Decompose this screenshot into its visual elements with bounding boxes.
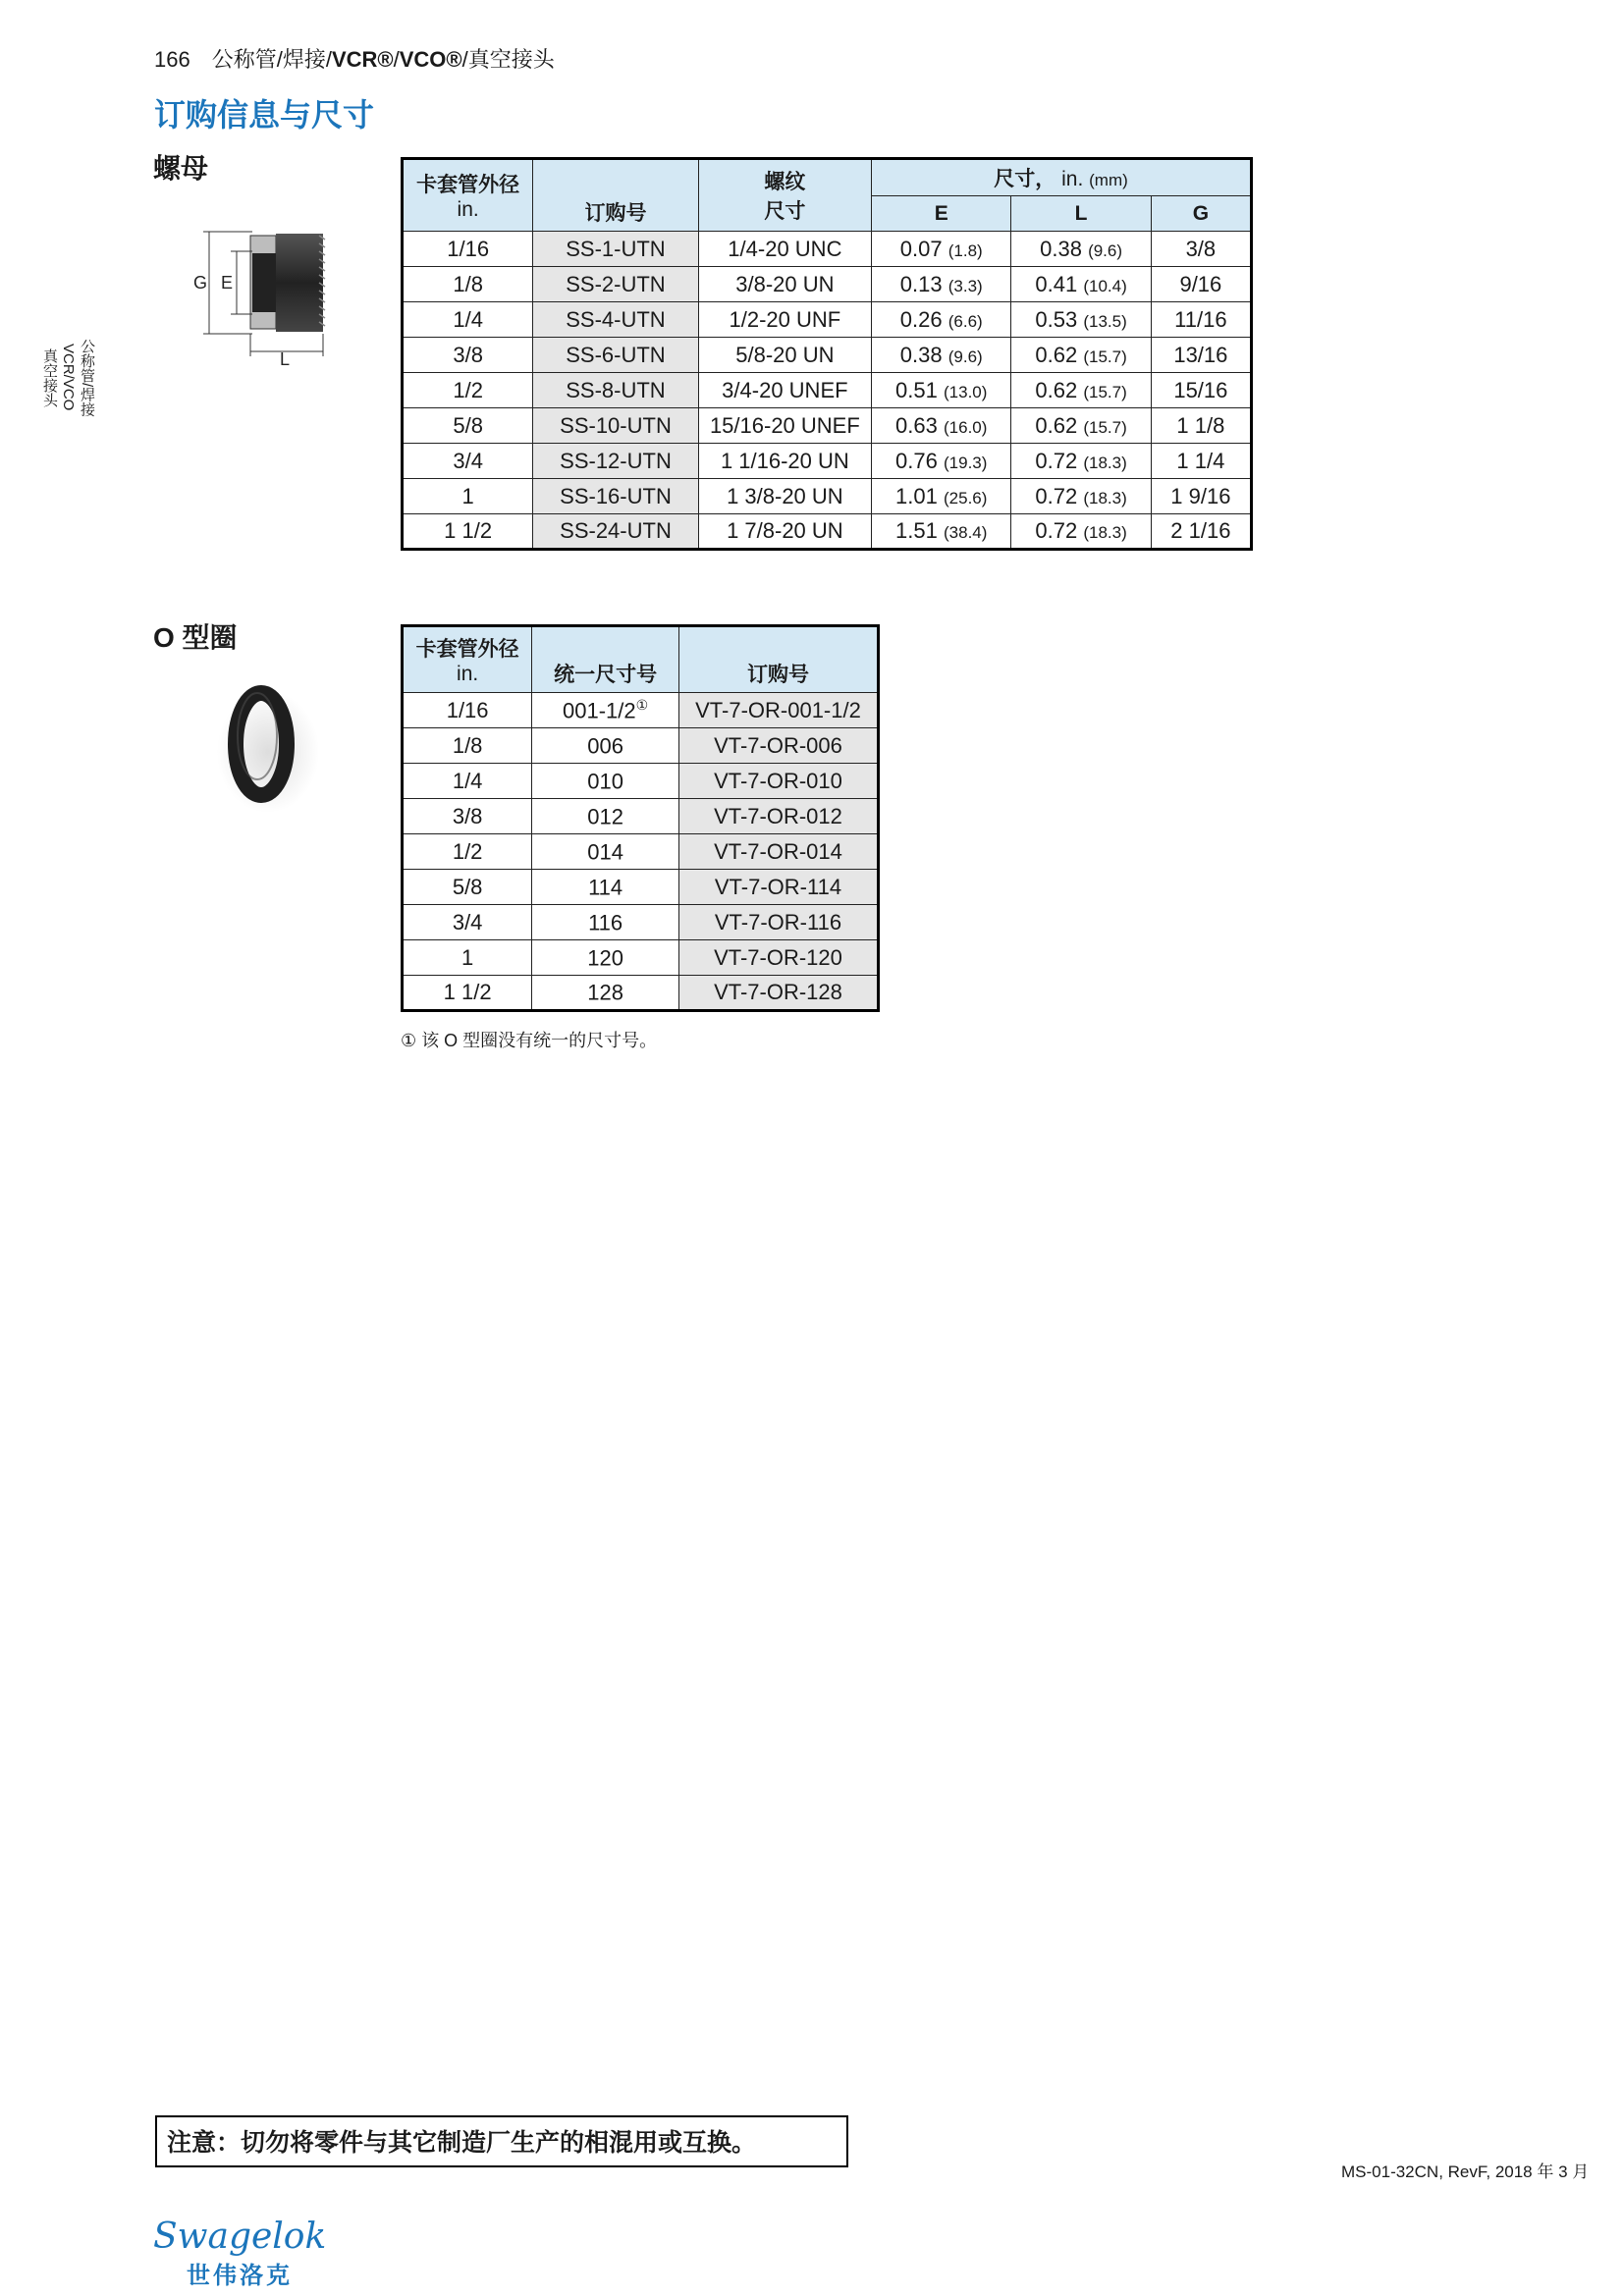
nut-header-g: G xyxy=(1151,196,1251,232)
nut-cell-l-in: 0.72 xyxy=(1035,483,1078,508)
nut-cell-g: 1 9/16 xyxy=(1151,479,1251,514)
nut-cell-l xyxy=(1011,408,1151,444)
nut-cell-e-in: 0.51 xyxy=(895,377,938,402)
nut-header-order-no: 订购号 xyxy=(533,159,698,232)
nut-cell-l-mm: (18.3) xyxy=(1083,453,1127,472)
nut-header-tube-od-label: 卡套管外径 xyxy=(416,174,520,196)
oring-cell-tube-od: 5/8 xyxy=(403,870,532,905)
header-pre: 公称管/焊接/ xyxy=(211,47,332,72)
nut-cell-order-no: SS-6-UTN xyxy=(533,338,698,373)
nut-cell-l-in: 0.72 xyxy=(1035,448,1078,473)
oring-cell-tube-od: 1/16 xyxy=(403,693,532,728)
nut-cell-g: 1 1/4 xyxy=(1151,444,1251,479)
nut-cell-e xyxy=(872,232,1011,267)
page-header xyxy=(154,43,555,74)
nut-cell-l-in: 0.53 xyxy=(1035,306,1078,332)
oring-cell-size-value: 010 xyxy=(587,769,623,794)
nut-header-dims-unit: in. xyxy=(1061,168,1084,190)
nut-cell-l xyxy=(1011,338,1151,373)
nut-cell-e xyxy=(872,408,1011,444)
oring-cell-size xyxy=(532,834,679,870)
nut-cell-e-in: 0.26 xyxy=(899,306,943,332)
nut-cell-e-in: 0.76 xyxy=(895,448,938,473)
oring-footnote: ① 该 O 型圈没有统一的尺寸号。 xyxy=(401,1031,658,1050)
page-title: 订购信息与尺寸 xyxy=(154,97,375,133)
oring-cell-tube-od: 1/4 xyxy=(403,764,532,799)
nut-cell-l xyxy=(1011,267,1151,302)
oring-cell-order-no: VT-7-OR-116 xyxy=(678,905,878,940)
oring-cell-size xyxy=(532,693,679,728)
nut-cell-e-mm: (13.0) xyxy=(944,382,988,401)
logo-text-en: Swagelok xyxy=(153,2216,327,2257)
document-code: MS-01-32CN, RevF, 2018 年 3 月 xyxy=(1341,2163,1590,2181)
nut-diagram xyxy=(191,224,339,366)
nut-cell-e-in: 0.38 xyxy=(899,342,943,367)
nut-cell-g: 9/16 xyxy=(1151,267,1251,302)
nut-cell-order-no: SS-12-UTN xyxy=(533,444,698,479)
nut-cell-l xyxy=(1011,479,1151,514)
oring-cell-order-no: VT-7-OR-114 xyxy=(678,870,878,905)
nut-header-e: E xyxy=(872,196,1011,232)
oring-cell-size-value: 006 xyxy=(587,733,623,759)
nut-cell-l xyxy=(1011,232,1151,267)
oring-cell-size-value: 116 xyxy=(588,910,623,935)
nut-cell-e-mm: (16.0) xyxy=(944,417,988,437)
nut-cell-e-mm: (1.8) xyxy=(947,240,983,260)
nut-cell-l-mm: (15.7) xyxy=(1083,347,1127,366)
oring-cell-order-no: VT-7-OR-128 xyxy=(678,976,878,1011)
nut-heading: 螺母 xyxy=(153,153,209,184)
nut-cell-g: 13/16 xyxy=(1151,338,1251,373)
nut-cell-order-no: SS-10-UTN xyxy=(533,408,698,444)
nut-cell-l-in: 0.72 xyxy=(1035,518,1078,543)
header-vcr: VCR® xyxy=(331,47,394,72)
nut-cell-e-mm: (25.6) xyxy=(944,488,988,507)
nut-cell-thread: 3/8-20 UN xyxy=(698,267,871,302)
oring-image xyxy=(214,677,322,815)
nut-cell-g: 15/16 xyxy=(1151,373,1251,408)
swagelok-logo xyxy=(153,2216,327,2290)
nut-cell-e-mm: (6.6) xyxy=(947,311,983,331)
oring-cell-order-no: VT-7-OR-001-1/2 xyxy=(678,693,878,728)
header-vco: VCO® xyxy=(399,47,462,72)
oring-cell-size xyxy=(532,870,679,905)
oring-table-row xyxy=(403,799,879,834)
nut-cell-e-in: 0.13 xyxy=(899,271,943,296)
nut-cell-e xyxy=(872,338,1011,373)
nut-cell-e xyxy=(872,514,1011,550)
oring-cell-size-value: 128 xyxy=(587,980,623,1005)
oring-cell-size xyxy=(532,905,679,940)
oring-cell-order-no: VT-7-OR-010 xyxy=(678,764,878,799)
nut-cell-tube-od: 1/2 xyxy=(403,373,533,408)
oring-cell-order-no: VT-7-OR-120 xyxy=(678,940,878,976)
oring-cell-size-value: 114 xyxy=(588,875,623,900)
nut-cell-e-mm: (3.3) xyxy=(947,276,983,295)
nut-table-row xyxy=(403,302,1252,338)
oring-header-tube-od xyxy=(403,626,532,693)
oring-table-row xyxy=(403,693,879,728)
nut-cell-tube-od: 1 1/2 xyxy=(403,514,533,550)
nut-cell-e xyxy=(872,444,1011,479)
oring-cell-tube-od: 1/8 xyxy=(403,728,532,764)
nut-cell-l xyxy=(1011,444,1151,479)
nut-table-row xyxy=(403,514,1252,550)
nut-table-row xyxy=(403,338,1252,373)
oring-cell-order-no: VT-7-OR-006 xyxy=(678,728,878,764)
nut-cell-thread: 5/8-20 UN xyxy=(698,338,871,373)
oring-cell-size-value: 012 xyxy=(587,804,623,829)
nut-cell-tube-od: 5/8 xyxy=(403,408,533,444)
nut-cell-l-in: 0.62 xyxy=(1035,412,1078,438)
nut-cell-tube-od: 1/8 xyxy=(403,267,533,302)
nut-cell-thread: 1/2-20 UNF xyxy=(698,302,871,338)
nut-cell-g: 11/16 xyxy=(1151,302,1251,338)
oring-cell-tube-od: 1/2 xyxy=(403,834,532,870)
nut-cell-thread: 1/4-20 UNC xyxy=(698,232,871,267)
nut-header-thread xyxy=(698,159,871,232)
logo-text-cn: 世伟洛克 xyxy=(187,2263,293,2289)
oring-cell-size xyxy=(532,764,679,799)
diagram-label-l: L xyxy=(280,349,291,366)
nut-cell-order-no: SS-4-UTN xyxy=(533,302,698,338)
nut-cell-l-mm: (13.5) xyxy=(1083,311,1127,331)
nut-cell-thread: 1 7/8-20 UN xyxy=(698,514,871,550)
nut-table-row xyxy=(403,479,1252,514)
oring-cell-order-no: VT-7-OR-014 xyxy=(678,834,878,870)
nut-cell-e xyxy=(872,479,1011,514)
oring-table-row xyxy=(403,976,879,1011)
page-number: 166 xyxy=(154,47,190,72)
nut-cell-order-no: SS-24-UTN xyxy=(533,514,698,550)
nut-cell-e-in: 1.01 xyxy=(895,483,938,508)
nut-header-dims-mm: (mm) xyxy=(1089,171,1128,189)
nut-cell-tube-od: 1/16 xyxy=(403,232,533,267)
nut-header-dims xyxy=(872,159,1252,196)
nut-header-tube-od-unit: in. xyxy=(457,198,479,221)
nut-cell-l-in: 0.62 xyxy=(1035,377,1078,402)
nut-cell-tube-od: 3/4 xyxy=(403,444,533,479)
oring-header-uniform-size: 统一尺寸号 xyxy=(532,626,679,693)
header-sep: / xyxy=(393,47,400,72)
nut-cell-l xyxy=(1011,373,1151,408)
nut-cell-l-in: 0.62 xyxy=(1035,342,1078,367)
oring-cell-order-no: VT-7-OR-012 xyxy=(678,799,878,834)
nut-cell-e xyxy=(872,373,1011,408)
side-tab-label xyxy=(26,339,96,416)
oring-header-tube-od-label: 卡套管外径 xyxy=(415,638,519,661)
nut-table xyxy=(401,157,1253,551)
nut-cell-l-mm: (18.3) xyxy=(1083,523,1127,542)
oring-table-row xyxy=(403,834,879,870)
oring-cell-size-value: 014 xyxy=(587,839,623,865)
oring-table-row xyxy=(403,905,879,940)
side-label-3: 真空接头 xyxy=(41,347,58,407)
nut-table-row xyxy=(403,267,1252,302)
nut-cell-tube-od: 1/4 xyxy=(403,302,533,338)
nut-cell-thread: 3/4-20 UNEF xyxy=(698,373,871,408)
oring-cell-size-value: 001-1/2 xyxy=(563,698,636,723)
nut-cell-l-in: 0.41 xyxy=(1035,271,1078,296)
nut-cell-e-mm: (38.4) xyxy=(944,523,988,542)
nut-cell-l xyxy=(1011,302,1151,338)
oring-cell-tube-od: 3/8 xyxy=(403,799,532,834)
nut-cell-thread: 1 3/8-20 UN xyxy=(698,479,871,514)
oring-cell-size-mark: ① xyxy=(635,696,649,713)
diagram-label-e: E xyxy=(221,273,234,293)
nut-cell-l-mm: (9.6) xyxy=(1088,240,1123,260)
nut-cell-thread: 1 1/16-20 UN xyxy=(698,444,871,479)
oring-cell-size xyxy=(532,940,679,976)
oring-table-row xyxy=(403,940,879,976)
oring-header-order-no: 订购号 xyxy=(678,626,878,693)
nut-cell-thread: 15/16-20 UNEF xyxy=(698,408,871,444)
nut-header-tube-od xyxy=(403,159,533,232)
oring-table-row xyxy=(403,764,879,799)
nut-cell-order-no: SS-2-UTN xyxy=(533,267,698,302)
oring-cell-tube-od: 1 1/2 xyxy=(403,976,532,1011)
nut-cell-g: 1 1/8 xyxy=(1151,408,1251,444)
nut-cell-order-no: SS-16-UTN xyxy=(533,479,698,514)
nut-header-dims-label: 尺寸， xyxy=(994,168,1056,190)
nut-cell-e xyxy=(872,302,1011,338)
nut-cell-e-mm: (9.6) xyxy=(947,347,983,366)
nut-cell-e-in: 1.51 xyxy=(895,518,938,543)
nut-cell-l-mm: (10.4) xyxy=(1083,276,1127,295)
oring-header-tube-od-unit: in. xyxy=(457,663,479,685)
nut-cell-l-mm: (15.7) xyxy=(1083,382,1127,401)
oring-cell-size-value: 120 xyxy=(587,945,623,971)
header-post: /真空接头 xyxy=(461,47,555,72)
nut-table-row xyxy=(403,232,1252,267)
nut-table-row xyxy=(403,408,1252,444)
oring-cell-tube-od: 3/4 xyxy=(403,905,532,940)
nut-header-thread-line2: 尺寸 xyxy=(764,200,806,223)
nut-cell-l-mm: (15.7) xyxy=(1083,417,1127,437)
oring-cell-size xyxy=(532,976,679,1011)
side-label-2: VCR/VCO xyxy=(60,344,77,411)
notice-box: 注意：切勿将零件与其它制造厂生产的相混用或互换。 xyxy=(155,2115,848,2167)
nut-table-row xyxy=(403,373,1252,408)
nut-cell-e-in: 0.63 xyxy=(895,412,938,438)
nut-header-thread-line1: 螺纹 xyxy=(764,171,806,193)
nut-cell-l-mm: (18.3) xyxy=(1083,488,1127,507)
oring-table-row xyxy=(403,728,879,764)
nut-cell-e-in: 0.07 xyxy=(899,236,943,261)
nut-cell-e xyxy=(872,267,1011,302)
oring-table xyxy=(401,624,880,1012)
nut-cell-tube-od: 1 xyxy=(403,479,533,514)
nut-cell-e-mm: (19.3) xyxy=(944,453,988,472)
nut-cell-l xyxy=(1011,514,1151,550)
diagram-label-g: G xyxy=(193,273,208,293)
nut-cell-g: 3/8 xyxy=(1151,232,1251,267)
nut-cell-order-no: SS-1-UTN xyxy=(533,232,698,267)
nut-header-l: L xyxy=(1011,196,1151,232)
oring-cell-size xyxy=(532,728,679,764)
nut-table-row xyxy=(403,444,1252,479)
side-label-1: 公称管/焊接 xyxy=(79,339,95,417)
nut-cell-order-no: SS-8-UTN xyxy=(533,373,698,408)
nut-cell-l-in: 0.38 xyxy=(1040,236,1082,261)
oring-table-row xyxy=(403,870,879,905)
oring-heading: O 型圈 xyxy=(153,622,238,653)
nut-cell-tube-od: 3/8 xyxy=(403,338,533,373)
oring-cell-size xyxy=(532,799,679,834)
oring-cell-tube-od: 1 xyxy=(403,940,532,976)
nut-cell-g: 2 1/16 xyxy=(1151,514,1251,550)
